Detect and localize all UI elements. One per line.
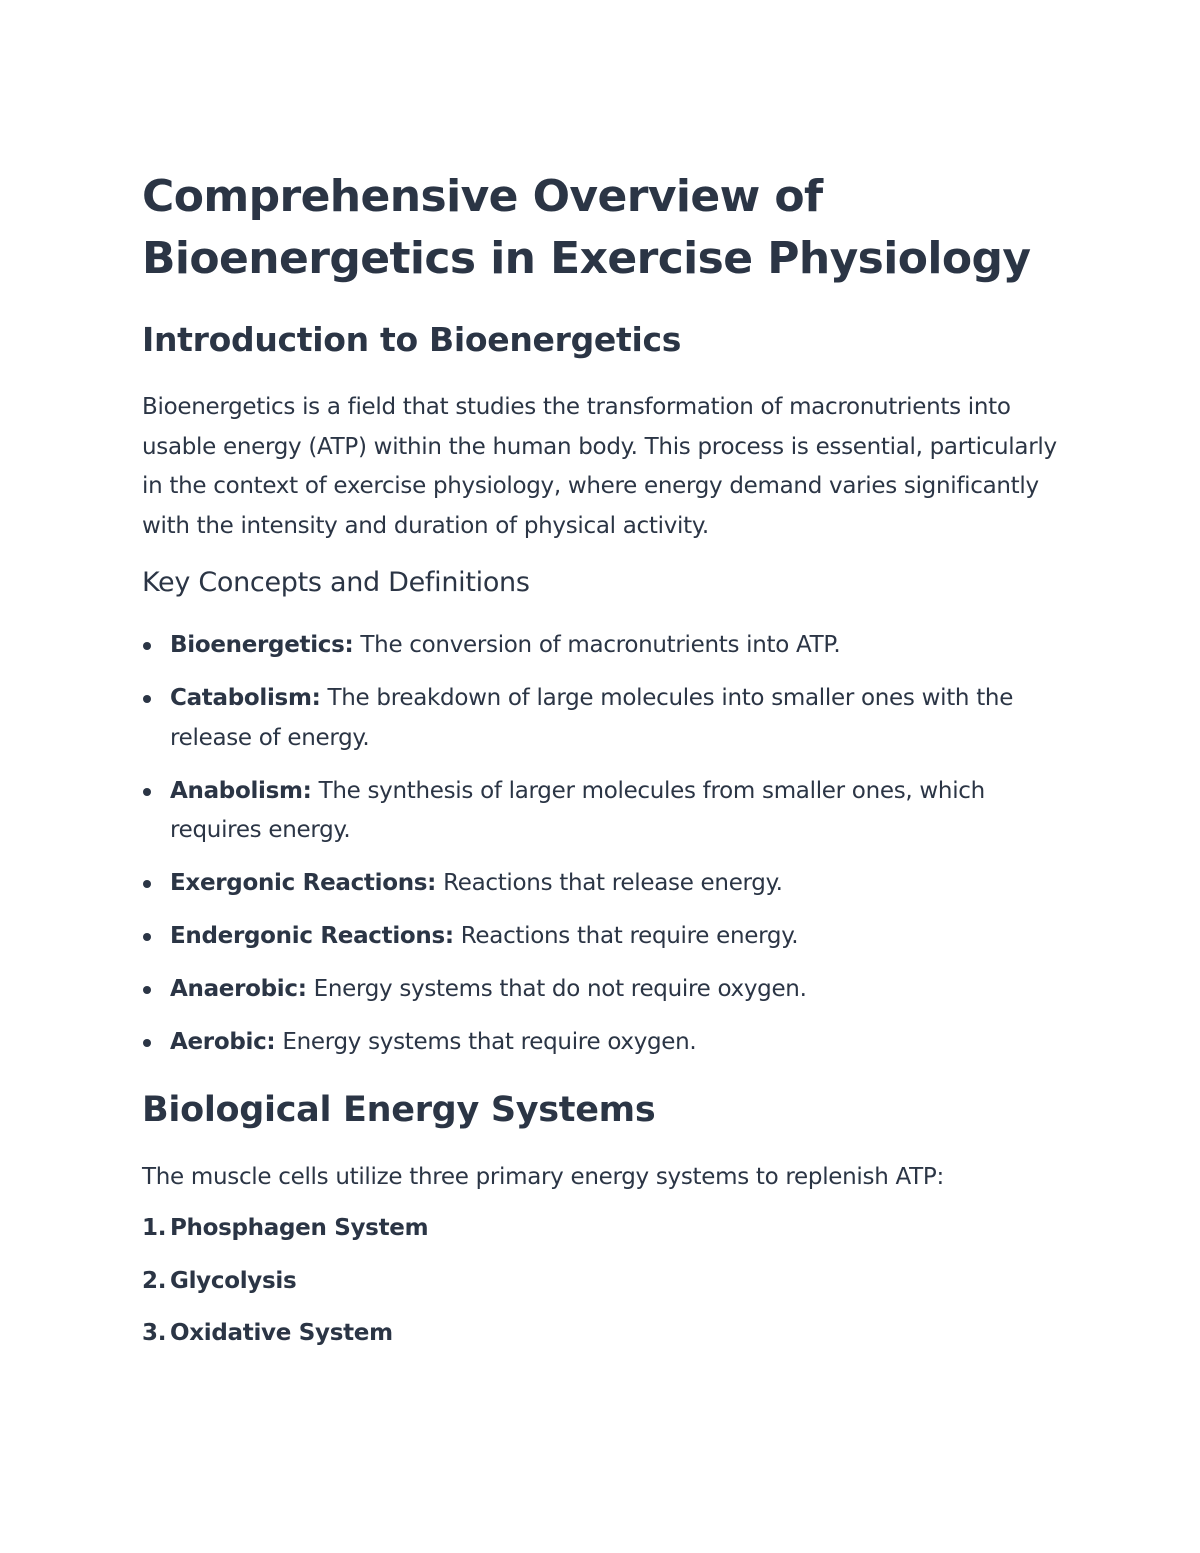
bullet-icon [143, 933, 151, 941]
definition-text: The breakdown of large molecules into smaller ones with the release of energy. [170, 685, 1014, 751]
list-number: 1. [142, 1215, 167, 1241]
list-item [142, 917, 1062, 957]
definition-term: Anabolism: [170, 777, 312, 804]
bullet-icon [143, 880, 151, 888]
definition-text: Energy systems that require oxygen. [275, 1029, 697, 1055]
bullet-icon [143, 1039, 151, 1047]
definition-term: Exergonic Reactions: [170, 870, 437, 896]
list-item [142, 970, 1062, 1010]
system-label: Glycolysis [170, 1267, 297, 1294]
system-label: Phosphagen System [170, 1215, 429, 1241]
biological-systems-paragraph: The muscle cells utilize three primary energy systems to replenish ATP: [142, 1164, 944, 1190]
list-item [142, 864, 1062, 904]
definition-text: Reactions that release energy. [436, 870, 783, 896]
definitions-list [142, 626, 1062, 1076]
system-label: Oxidative System [170, 1320, 393, 1346]
energy-systems-list [142, 1209, 1062, 1367]
definition-text: The conversion of macronutrients into ATP. [353, 632, 841, 658]
definition-text: Reactions that require energy. [453, 923, 799, 949]
list-item [142, 1314, 1062, 1354]
intro-heading: Introduction to Bioenergetics [142, 320, 682, 359]
bullet-icon [143, 986, 151, 994]
list-item [142, 1023, 1062, 1063]
bullet-icon [143, 695, 151, 703]
list-item [142, 626, 1062, 666]
biological-systems-heading: Biological Energy Systems [142, 1090, 656, 1130]
definition-term: Catabolism: [170, 685, 321, 711]
definition-term: Endergonic Reactions: [170, 923, 454, 949]
list-number: 2. [142, 1267, 167, 1294]
bullet-icon [143, 788, 151, 796]
definition-term: Bioenergetics: [170, 632, 354, 658]
intro-paragraph: Bioenergetics is a field that studies the transformation of macronutrients into usable energy (ATP) within the human body. This process is essential, particularly in the context of exercise physiology, where energy demand varies significantly with the intensity and duration of physical activity. [142, 394, 1057, 539]
definition-text: Energy systems that do not require oxygen. [306, 976, 807, 1002]
list-item [142, 772, 1062, 851]
list-item [142, 679, 1062, 758]
definition-term: Aerobic: [170, 1029, 276, 1055]
list-number: 3. [142, 1320, 167, 1346]
definition-term: Anaerobic: [170, 976, 307, 1002]
document-title: Comprehensive Overview of Bioenergetics in Exercise Physiology [142, 171, 1031, 284]
key-concepts-heading: Key Concepts and Definitions [142, 567, 530, 598]
bullet-icon [143, 642, 151, 650]
list-item [142, 1262, 1062, 1302]
definition-text: The synthesis of larger molecules from smaller ones, which requires energy. [170, 777, 985, 843]
list-item [142, 1209, 1062, 1249]
